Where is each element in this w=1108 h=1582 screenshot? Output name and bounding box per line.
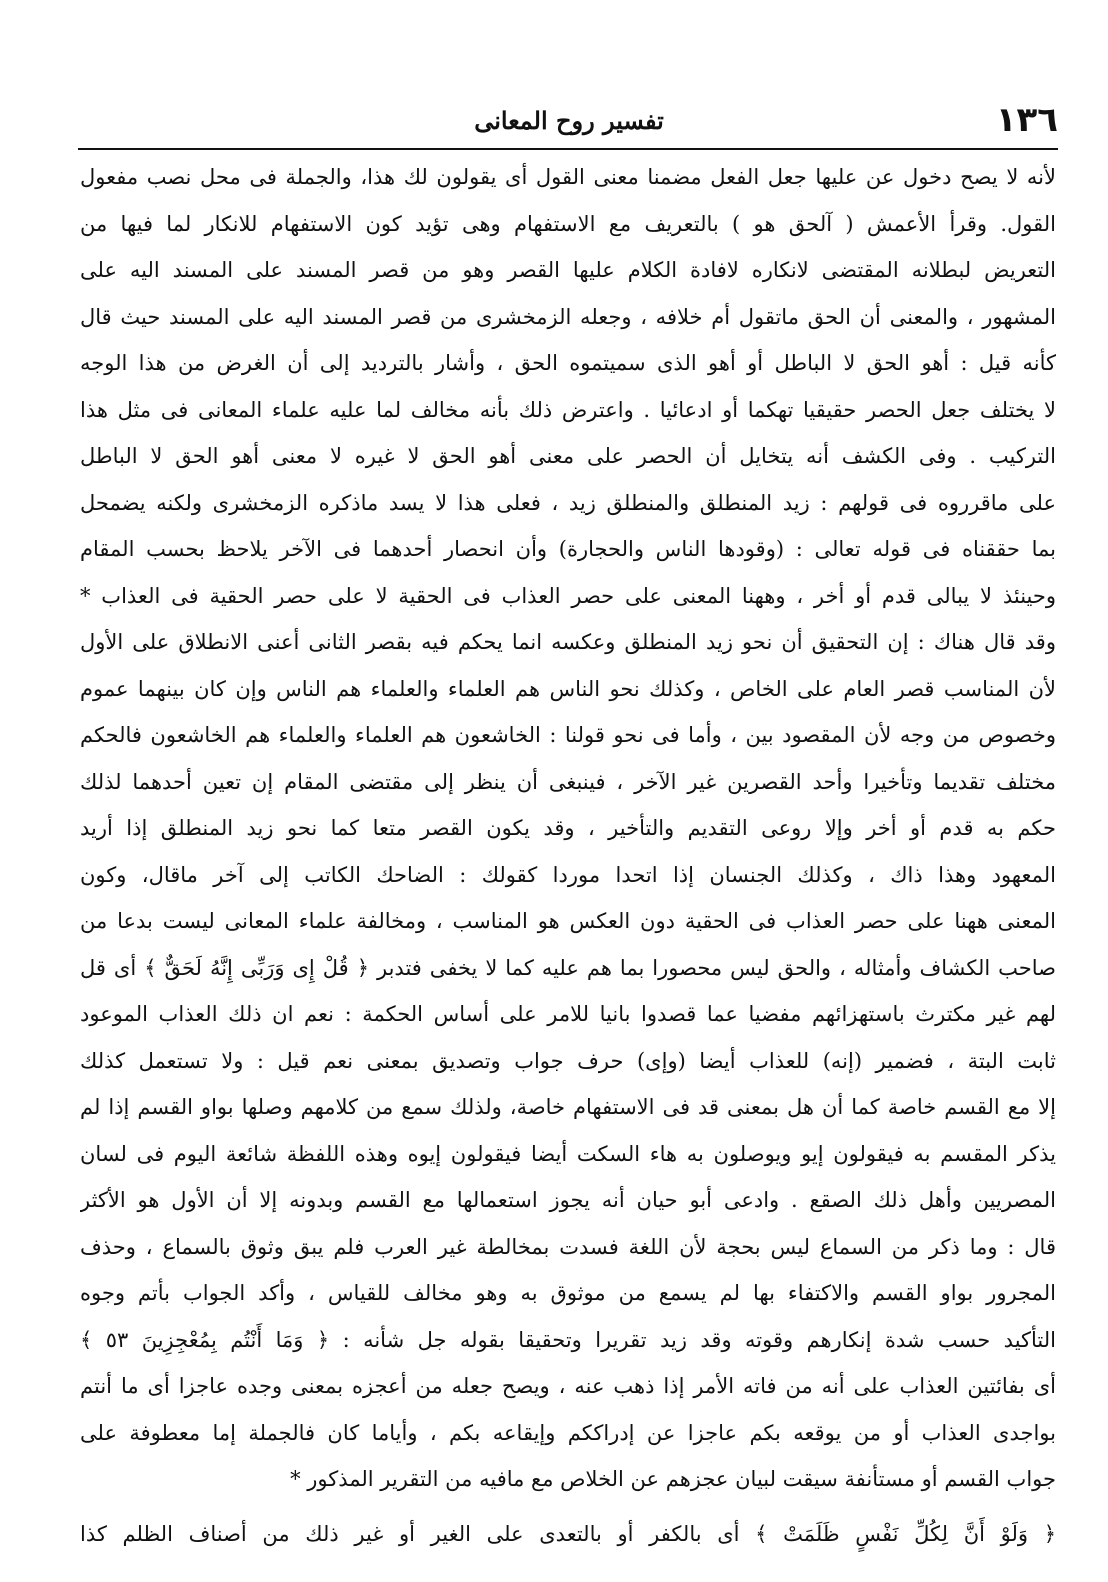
text-line: لا يختلف جعل الحصر حقيقيا تهكما أو ادعائيا . واعترض ذلك بأنه مخالف لما عليه علماء المعانى فى مثل هذا (80, 397, 1056, 422)
text-line: المشهور ، والمعنى أن الحق ماتقول أم خلافه ، وجعله الزمخشرى من قصر المسند اليه على المسند حيث قال (80, 304, 1056, 329)
text-line: مختلف تقديما وتأخيرا وأحد القصرين غير الآخر ، فينبغى أن ينظر إلى مقتضى المقام إن تعين أحدهما لذلك (80, 769, 1056, 794)
text-line: وقد قال هناك : إن التحقيق أن نحو زيد المنطلق وعكسه انما يحكم فيه بقصر الثانى أعنى الانطلاق على الأول (80, 630, 1056, 654)
text-line: المجرور بواو القسم والاكتفاء بها لم يسمع من موثوق به وهو مخالف للقياس ، وأكد الجواب بأتم وجوه (80, 1281, 1056, 1305)
text-line: التأكيد حسب شدة إنكارهم وقوته وقد زيد تقريرا وتحقيقا بقوله جل شأنه : ﴿ وَمَا أَنْتُم بِمُعْجِزِينَ ٥٣ ﴾ (80, 1327, 1056, 1352)
text-line: المعنى ههنا على حصر العذاب فى الحقية دون العكس هو المناسب ، ومخالفة علماء المعانى ليست بدعا من (80, 909, 1056, 933)
text-line: على ماقرروه فى قولهم : زيد المنطلق والمنطلق زيد ، فعلى هذا لا يسد ماذكره الزمخشرى ولكنه يضمحل (80, 490, 1056, 515)
commentary-text (80, 154, 1056, 1557)
text-line: المصريين وأهل ذلك الصقع . وادعى أبو حيان أنه يجوز استعمالها مع القسم وبدونه إلا أن الأول هو الأكثر (80, 1188, 1056, 1212)
text-line: قال : وما ذكر من السماع ليس بحجة لأن اللغة فسدت بمخالطة غير العرب فلم يبق وثوق بالسماع ، وحذف (80, 1234, 1056, 1259)
text-line: إلا مع القسم خاصة كما أن هل بمعنى قد فى الاستفهام خاصة، ولذلك سمع من كلامهم وصلها بواو القسم إذا لم (80, 1095, 1056, 1119)
text-line: لهم غير مكترث باستهزائهم مفضيا عما قصدوا بانيا للامر على أساس الحكمة : نعم ان ذلك العذاب الموعود (80, 1002, 1056, 1026)
text-line: لأن المناسب قصر العام على الخاص ، وكذلك نحو الناس هم العلماء والعلماء هم الناس وإن كان بينهما عموم (80, 676, 1056, 701)
text-line: وحينئذ لا يبالى قدم أو أخر ، وههنا المعنى على حصر العذاب فى الحقية لا على حصر الحقية فى العذاب * (80, 583, 1056, 608)
text-line: أى بفائتين العذاب على أنه من فاته الأمر إذا ذهب عنه ، ويصح جعله من أعجزه بمعنى وجده عاجزا أى ما أنتم (80, 1374, 1056, 1398)
text-line: لأنه لا يصح دخول عن عليها جعل الفعل مضمنا معنى القول أى يقولون لك هذا، والجملة فى محل نصب مفعول (80, 165, 1056, 189)
running-title: تفسير روح المعانى (474, 106, 664, 135)
text-line: كأنه قيل : أهو الحق لا الباطل أو أهو الذى سميتموه الحق ، وأشار بالترديد إلى أن الغرض من هذا الوجه (80, 351, 1056, 375)
header-rule (78, 148, 1058, 150)
text-line: القول. وقرأ الأعمش ( آلحق هو ) بالتعريف مع الاستفهام وهى تؤيد كون الاستفهام للانكار لما فيها من (80, 211, 1056, 236)
text-line: يذكر المقسم به فيقولون إيو ويوصلون به هاء السكت أيضا فيقولون إيوه وهذه اللفظة شائعة اليوم فى لسان (80, 1141, 1056, 1166)
text-line: صاحب الكشاف وأمثاله ، والحق ليس محصورا بما هم عليه كما لا يخفى فتدبر ﴿ قُلْ إِى وَرَبِّى إِنَّهُ لَحَقٌّ ﴾ أى قل (80, 955, 1056, 980)
text-line: جواب القسم أو مستأنفة سيقت لبيان عجزهم عن الخلاص مع مافيه من التقرير المذكور * (290, 1467, 1056, 1491)
text-line: بواجدى العذاب أو من يوقعه بكم عاجزا عن إدراككم وإيقاعه بكم ، وأياما كان فالجملة إما معطوفة على (80, 1420, 1056, 1445)
text-line: ﴿ وَلَوْ أَنَّ لِكُلِّ نَفْسٍ ظَلَمَتْ ﴾ أى بالكفر أو بالتعدى على الغير أو غير ذلك من أصناف الظلم كذا (80, 1521, 1056, 1546)
page-number: ١٣٦ (995, 100, 1058, 140)
text-line: ثابت البتة ، فضمير (إنه) للعذاب أيضا (وإى) حرف جواب وتصديق بمعنى نعم قيل : ولا تستعمل كذلك (80, 1048, 1056, 1073)
text-line: بما حققناه فى قوله تعالى : (وقودها الناس والحجارة) وأن انحصار أحدهما فى الآخر يلاحظ بحسب المقام (80, 537, 1056, 561)
text-line: حكم به قدم أو أخر وإلا روعى التقديم والتأخير ، وقد يكون القصر متعا كما نحو زيد المنطلق إذا أريد (80, 816, 1056, 840)
text-line: التركيب . وفى الكشف أنه يتخايل أن الحصر على معنى أهو الحق لا غيره لا معنى أهو الحق لا الباطل (80, 444, 1056, 468)
text-line: وخصوص من وجه لأن المقصود بين ، وأما فى نحو قولنا : الخاشعون هم العلماء والعلماء هم الخاشعون فالحكم (80, 723, 1056, 747)
page-header (80, 100, 1058, 146)
text-line: التعريض لبطلانه المقتضى لانكاره لافادة الكلام عليها القصر وهو من قصر المسند على المسند اليه على (80, 258, 1056, 282)
text-line: المعهود وهذا ذاك ، وكذلك الجنسان إذا اتحدا موردا كقولك : الضاحك الكاتب إلى آخر ماقال، وكون (80, 862, 1056, 887)
